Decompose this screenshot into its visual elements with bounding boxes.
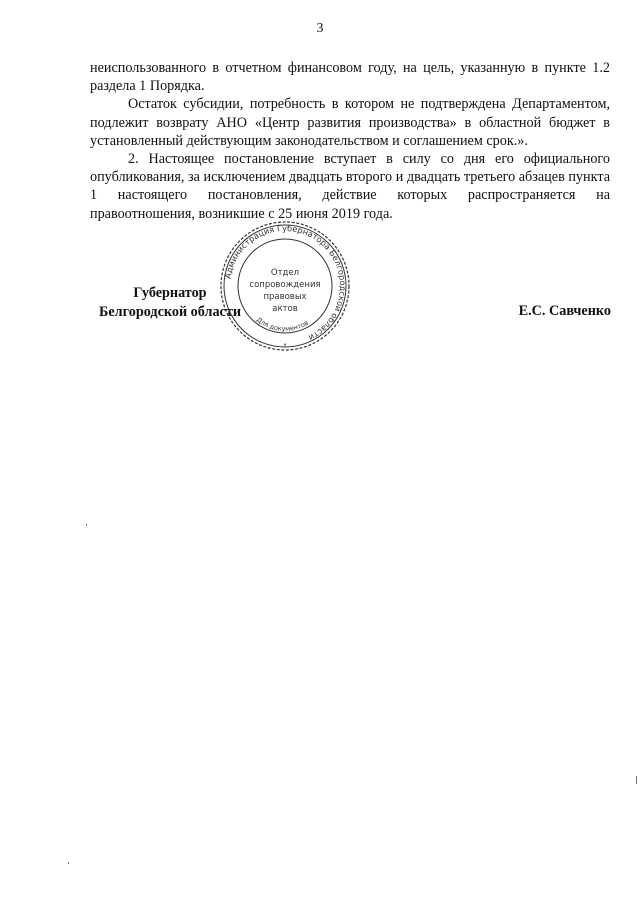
paragraph-entry-into-force: 2. Настоящее постановление вступает в силу со дня его официального опубликования, за исключением двадцать второго и двадцать третьего абзацев пункта 1 настоящего постановления, действие которых распространяется на правоотношения, возникшие с 25 июня 2019 года. xyxy=(90,151,610,222)
stamp-bottom-text: Для документов xyxy=(255,315,310,333)
signatory-name: Е.С. Савченко xyxy=(518,303,611,319)
stamp-center-line-2: сопровождения xyxy=(249,280,321,290)
page-number: 3 xyxy=(316,21,324,36)
star-icon: * xyxy=(283,342,287,350)
official-stamp xyxy=(219,220,351,352)
scan-speck xyxy=(636,776,637,784)
stamp-outer-text: Администрация Губернатора Белгородской области xyxy=(222,222,349,344)
document-body xyxy=(90,59,610,223)
signatory-title-line2: Белгородской области xyxy=(99,304,241,320)
scan-speck xyxy=(86,524,87,526)
signatory-title-line1: Губернатор xyxy=(133,285,207,301)
stamp-center-line-1: Отдел xyxy=(270,268,300,278)
stamp-center-line-3: правовых xyxy=(263,292,307,302)
paragraph-subsidy-remainder: Остаток субсидии, потребность в котором не подтверждена Департаментом, подлежит возврату АНО «Центр развития производства» в областной бюджет в установленный действующим законодательством и соглашением срок.». xyxy=(90,96,610,149)
scan-speck xyxy=(68,862,69,864)
paragraph-continuation: неиспользованного в отчетном финансовом году, на цель, указанную в пункте 1.2 раздела 1 Порядка. xyxy=(90,60,610,95)
stamp-center-line-4: актов xyxy=(272,304,298,314)
